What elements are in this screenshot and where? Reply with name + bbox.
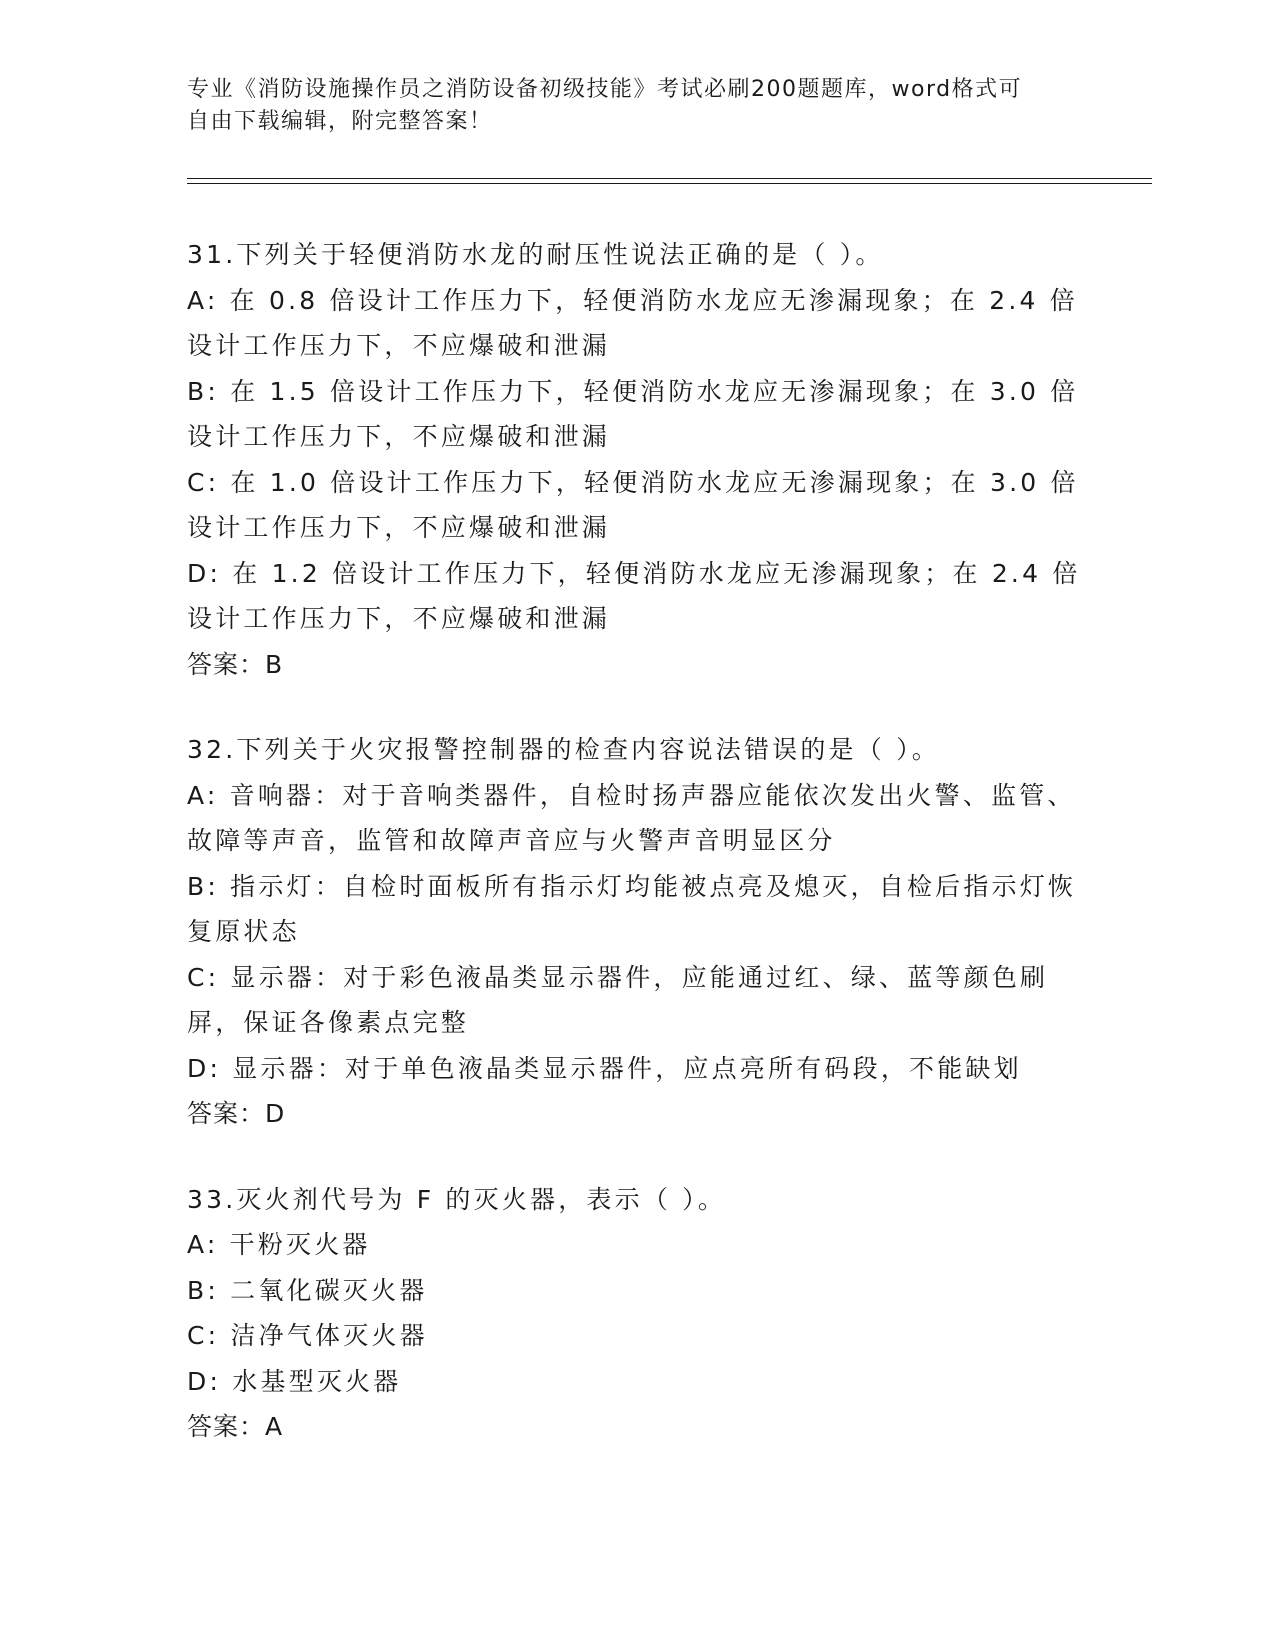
question-31 <box>187 232 1087 687</box>
header-title-line-1: 专业《消防设施操作员之消防设备初级技能》考试必刷200题题库，word格式可 <box>187 77 1023 102</box>
option-c: C: 在 1.0 倍设计工作压力下，轻便消防水龙应无渗漏现象；在 3.0 倍设计工作压力下，不应爆破和泄漏 <box>187 467 1079 542</box>
question-stem: 33.灭火剂代号为 F 的灭火器，表示（ ）。 <box>187 1184 727 1214</box>
option-a: A: 在 0.8 倍设计工作压力下，轻便消防水龙应无渗漏现象；在 2.4 倍设计工作压力下，不应爆破和泄漏 <box>187 285 1078 360</box>
header-divider-bottom <box>187 183 1152 184</box>
option-b: B: 指示灯：自检时面板所有指示灯均能被点亮及熄灭，自检后指示灯恢复原状态 <box>187 871 1077 946</box>
option-c: C: 显示器：对于彩色液晶类显示器件，应能通过红、绿、蓝等颜色刷屏，保证各像素点完整 <box>187 962 1049 1037</box>
header-title-line-2: 自由下载编辑，附完整答案！ <box>187 109 493 134</box>
header-divider-top <box>187 178 1152 179</box>
option-d: D: 水基型灭火器 <box>187 1366 402 1396</box>
option-b: B: 二氧化碳灭火器 <box>187 1275 428 1305</box>
question-stem: 32.下列关于火灾报警控制器的检查内容说法错误的是（ ）。 <box>187 735 941 764</box>
question-33 <box>187 1177 1087 1450</box>
answer: 答案：B <box>187 649 284 679</box>
answer: 答案：D <box>187 1099 286 1128</box>
option-a: A: 干粉灭火器 <box>187 1230 371 1259</box>
option-d: D: 在 1.2 倍设计工作压力下，轻便消防水龙应无渗漏现象；在 2.4 倍设计工作压力下，不应爆破和泄漏 <box>187 558 1081 633</box>
question-list <box>187 232 1087 1490</box>
question-32 <box>187 727 1087 1137</box>
question-stem: 31.下列关于轻便消防水龙的耐压性说法正确的是（ ）。 <box>187 240 884 269</box>
option-d: D: 显示器：对于单色液晶类显示器件，应点亮所有码段，不能缺划 <box>187 1053 1022 1083</box>
document-header <box>187 74 1087 138</box>
option-c: C: 洁净气体灭火器 <box>187 1321 428 1350</box>
answer: 答案：A <box>187 1412 284 1441</box>
option-b: B: 在 1.5 倍设计工作压力下，轻便消防水龙应无渗漏现象；在 3.0 倍设计工作压力下，不应爆破和泄漏 <box>187 376 1079 451</box>
option-a: A: 音响器：对于音响类器件，自检时扬声器应能依次发出火警、监管、故障等声音，监管和故障声音应与火警声音明显区分 <box>187 780 1076 855</box>
